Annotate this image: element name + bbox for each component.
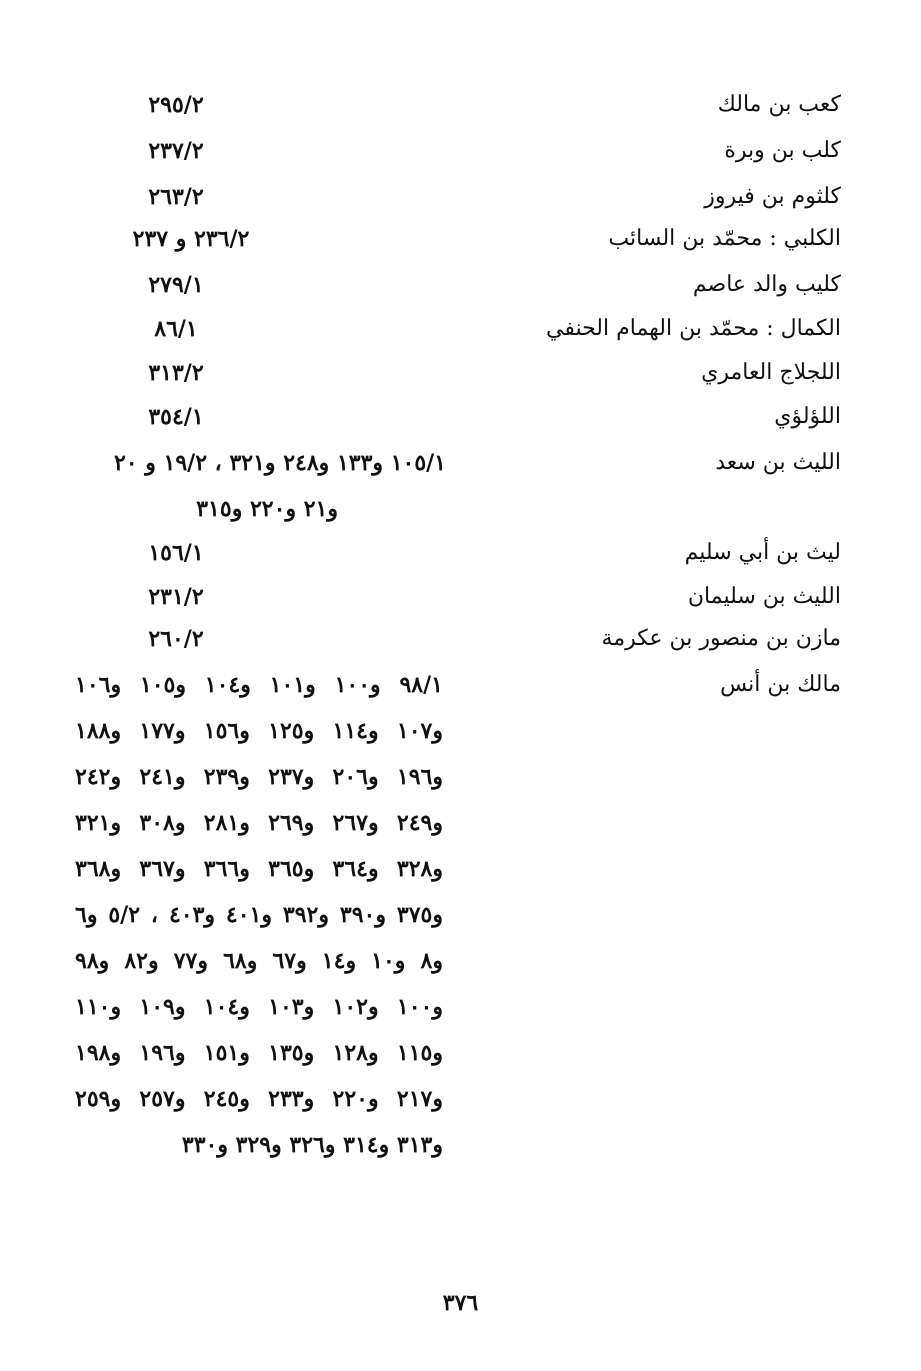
entry-refs — [56, 306, 296, 352]
ref-line: ٢٦٣/٢ — [148, 184, 204, 210]
entry-refs — [75, 662, 443, 1168]
ref-line: ٢٧٩/١ — [148, 272, 204, 298]
entry-name: الكمال : محمّد بن الهمام الحنفي — [546, 316, 841, 341]
entry-name: كلثوم بن فيروز — [704, 184, 841, 209]
ref-line: و١٠٧ و١١٤ و١٢٥ و١٥٦ و١٧٧ و١٨٨ — [75, 718, 443, 744]
page-number: ٣٧٦ — [442, 1290, 479, 1316]
entry-refs — [61, 216, 321, 262]
ref-line: و٨ و١٠ و١٤ و٦٧ و٦٨ و٧٧ و٨٢ و٩٨ — [75, 948, 443, 974]
ref-line: و٣١٣ و٣١٤ و٣٢٦ و٣٢٩ و٣٣٠ — [181, 1132, 443, 1158]
ref-line: و١١٥ و١٢٨ و١٣٥ و١٥١ و١٩٦ و١٩٨ — [75, 1040, 443, 1066]
ref-line: ٢٣٦/٢ و ٢٣٧ — [132, 226, 250, 252]
entry-name: اللؤلؤي — [774, 404, 841, 429]
entry-name: الليث بن سليمان — [687, 584, 841, 609]
entry-refs — [56, 128, 296, 174]
ref-line: ٢٣٧/٢ — [148, 138, 204, 164]
ref-line: و٣٢٨ و٣٦٤ و٣٦٥ و٣٦٦ و٣٦٧ و٣٦٨ — [75, 856, 443, 882]
ref-line: و١٠٠ و١٠٢ و١٠٣ و١٠٤ و١٠٩ و١١٠ — [75, 994, 443, 1020]
entry-name: كلب بن وبرة — [724, 138, 841, 163]
ref-line: ١٥٦/١ — [148, 540, 204, 566]
entry-refs — [56, 82, 296, 128]
ref-line: ٢٩٥/٢ — [148, 92, 204, 118]
entry-refs — [56, 394, 296, 440]
entry-refs — [56, 174, 296, 220]
ref-line: و٢١٧ و٢٢٠ و٢٣٣ و٢٤٥ و٢٥٧ و٢٥٩ — [75, 1086, 443, 1112]
ref-line: و٢٤٩ و٢٦٧ و٢٦٩ و٢٨١ و٣٠٨ و٣٢١ — [75, 810, 443, 836]
entry-name: مازن بن منصور بن عكرمة — [601, 626, 841, 651]
entry-name: اللجلاج العامري — [701, 360, 841, 385]
ref-line: و١٩٦ و٢٠٦ و٢٣٧ و٢٣٩ و٢٤١ و٢٤٢ — [75, 764, 443, 790]
ref-line: ٩٨/١ و١٠٠ و١٠١ و١٠٤ و١٠٥ و١٠٦ — [75, 672, 443, 698]
ref-line: ٢٣١/٢ — [148, 584, 204, 610]
entry-name: الكلبي : محمّد بن السائب — [608, 226, 841, 251]
entry-name: ليث بن أبي سليم — [684, 540, 841, 565]
entry-refs — [66, 440, 446, 532]
entry-refs — [56, 616, 296, 662]
ref-line: ١٠٥/١ و١٣٣ و٢٤٨ و٣٢١ ، ١٩/٢ و ٢٠ — [113, 450, 446, 476]
ref-line: ٣٥٤/١ — [148, 404, 204, 430]
ref-line: ٣١٣/٢ — [148, 360, 204, 386]
entry-refs — [56, 530, 296, 576]
entry-refs — [56, 350, 296, 396]
entry-name: مالك بن أنس — [720, 672, 841, 697]
entry-name: كعب بن مالك — [717, 92, 841, 117]
entry-name: الليث بن سعد — [715, 450, 841, 475]
entry-refs — [56, 262, 296, 308]
entry-refs — [56, 574, 296, 620]
ref-line: و٣٧٥ و٣٩٠ و٣٩٢ و٤٠١ و٤٠٣ ، ٥/٢ و٦ — [75, 902, 443, 928]
ref-line: ٨٦/١ — [154, 316, 198, 342]
entry-name: كليب والد عاصم — [692, 272, 841, 297]
ref-line: ٢٦٠/٢ — [148, 626, 204, 652]
ref-line: و٢١ و٢٢٠ و٣١٥ — [196, 496, 338, 522]
